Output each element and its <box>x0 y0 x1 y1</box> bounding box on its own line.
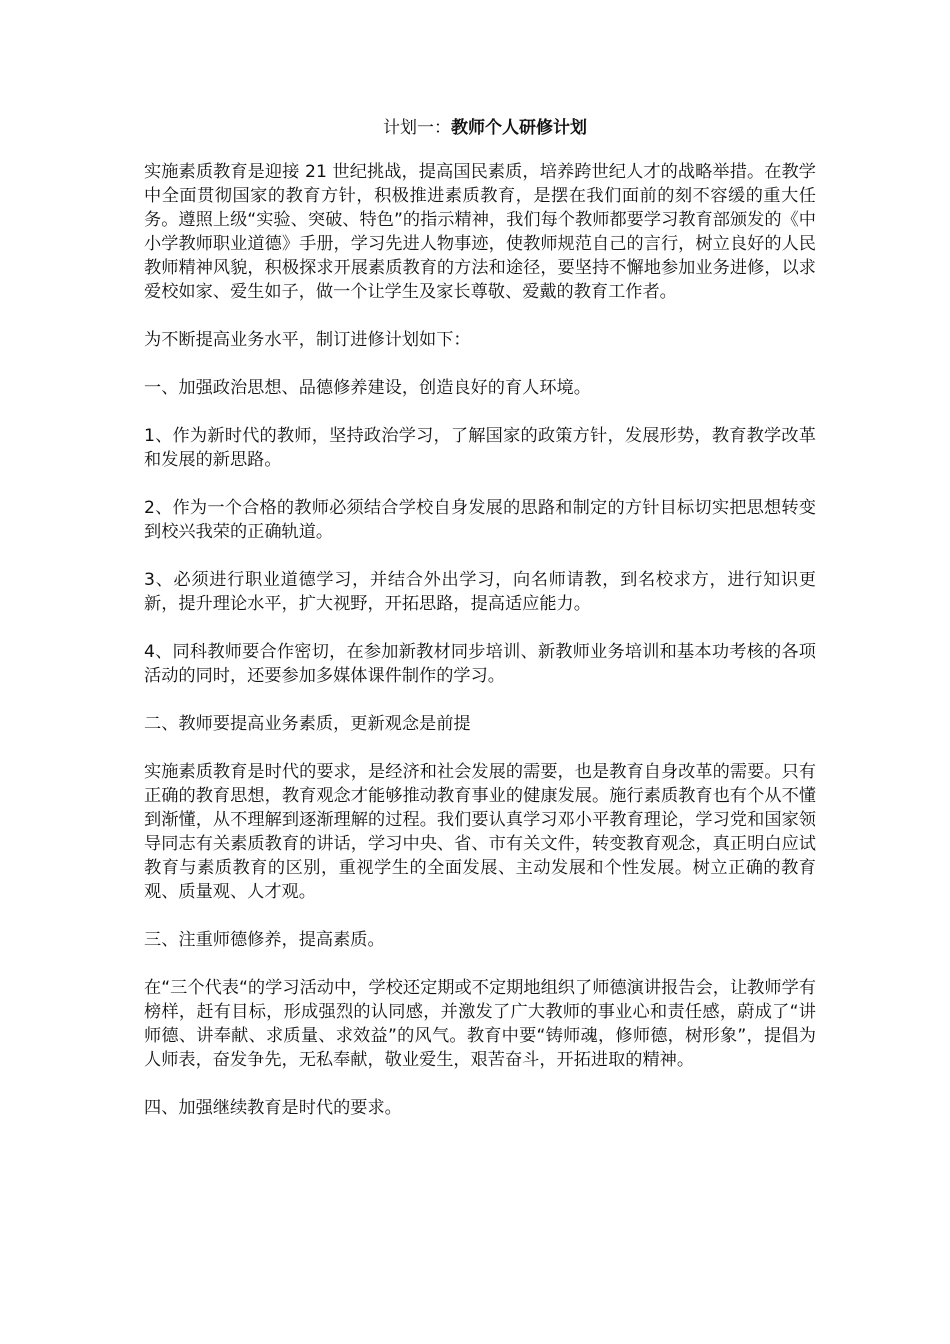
section-heading-1: 一、加强政治思想、品德修养建设，创造良好的育人环境。 <box>144 378 591 398</box>
section-heading-4: 四、加强继续教育是时代的要求。 <box>144 1098 402 1118</box>
title-main: 教师个人研修计划 <box>451 118 587 138</box>
document-title <box>144 116 816 140</box>
document-body <box>144 116 816 1144</box>
paragraph-intro: 实施素质教育是迎接 21 世纪挑战，提高国民素质，培养跨世纪人才的战略举措。在教学中全面贯彻国家的教育方针，积极推进素质教育，是摆在我们面前的刻不容缓的重大任务。遵照上级“实验、突破、特色”的指示精神，我们每个教师都要学习教育部颁发的《中小学教师职业道德》手册，学习先进人物事迹，使教师规范自己的言行，树立良好的人民教师精神风貌，积极探求开展素质教育的方法和途径，要坚持不懈地参加业务进修，以求爱校如家、爱生如子，做一个让学生及家长尊敬、爱戴的教育工作者。 <box>144 162 816 302</box>
list-item-2: 2、作为一个合格的教师必须结合学校自身发展的思路和制定的方针目标切实把思想转变到校兴我荣的正确轨道。 <box>144 498 816 542</box>
paragraph-section-3: 在“三个代表“的学习活动中，学校还定期或不定期地组织了师德演讲报告会，让教师学有榜样，赶有目标，形成强烈的认同感，并激发了广大教师的事业心和责任感，蔚成了“讲师德、讲奉献、求质量、求效益”的风气。教育中要“铸师魂，修师德，树形象”，提倡为人师表，奋发争先，无私奉献，敬业爱生，艰苦奋斗，开拓进取的精神。 <box>144 978 816 1070</box>
list-item-4: 4、同科教师要合作密切，在参加新教材同步培训、新教师业务培训和基本功考核的各项活动的同时，还要参加多媒体课件制作的学习。 <box>144 642 816 686</box>
section-heading-2: 二、教师要提高业务素质，更新观念是前提 <box>144 714 471 734</box>
list-item-3: 3、必须进行职业道德学习，并结合外出学习，向名师请教，到名校求方，进行知识更新，提升理论水平，扩大视野，开拓思路，提高适应能力。 <box>144 570 816 614</box>
paragraph-plan-lead: 为不断提高业务水平，制订进修计划如下： <box>144 330 471 350</box>
section-heading-3: 三、注重师德修养，提高素质。 <box>144 930 385 950</box>
paragraph-section-2: 实施素质教育是时代的要求，是经济和社会发展的需要，也是教育自身改革的需要。只有正确的教育思想，教育观念才能够推动教育事业的健康发展。施行素质教育也有个从不懂到渐懂，从不理解到逐渐理解的过程。我们要认真学习邓小平教育理论，学习党和国家领导同志有关素质教育的讲话，学习中央、省、市有关文件，转变教育观念，真正明白应试教育与素质教育的区别，重视学生的全面发展、主动发展和个性发展。树立正确的教育观、质量观、人才观。 <box>144 762 816 902</box>
title-prefix: 计划一： <box>383 118 451 138</box>
list-item-1: 1、作为新时代的教师，坚持政治学习，了解国家的政策方针，发展形势，教育教学改革和发展的新思路。 <box>144 426 816 470</box>
